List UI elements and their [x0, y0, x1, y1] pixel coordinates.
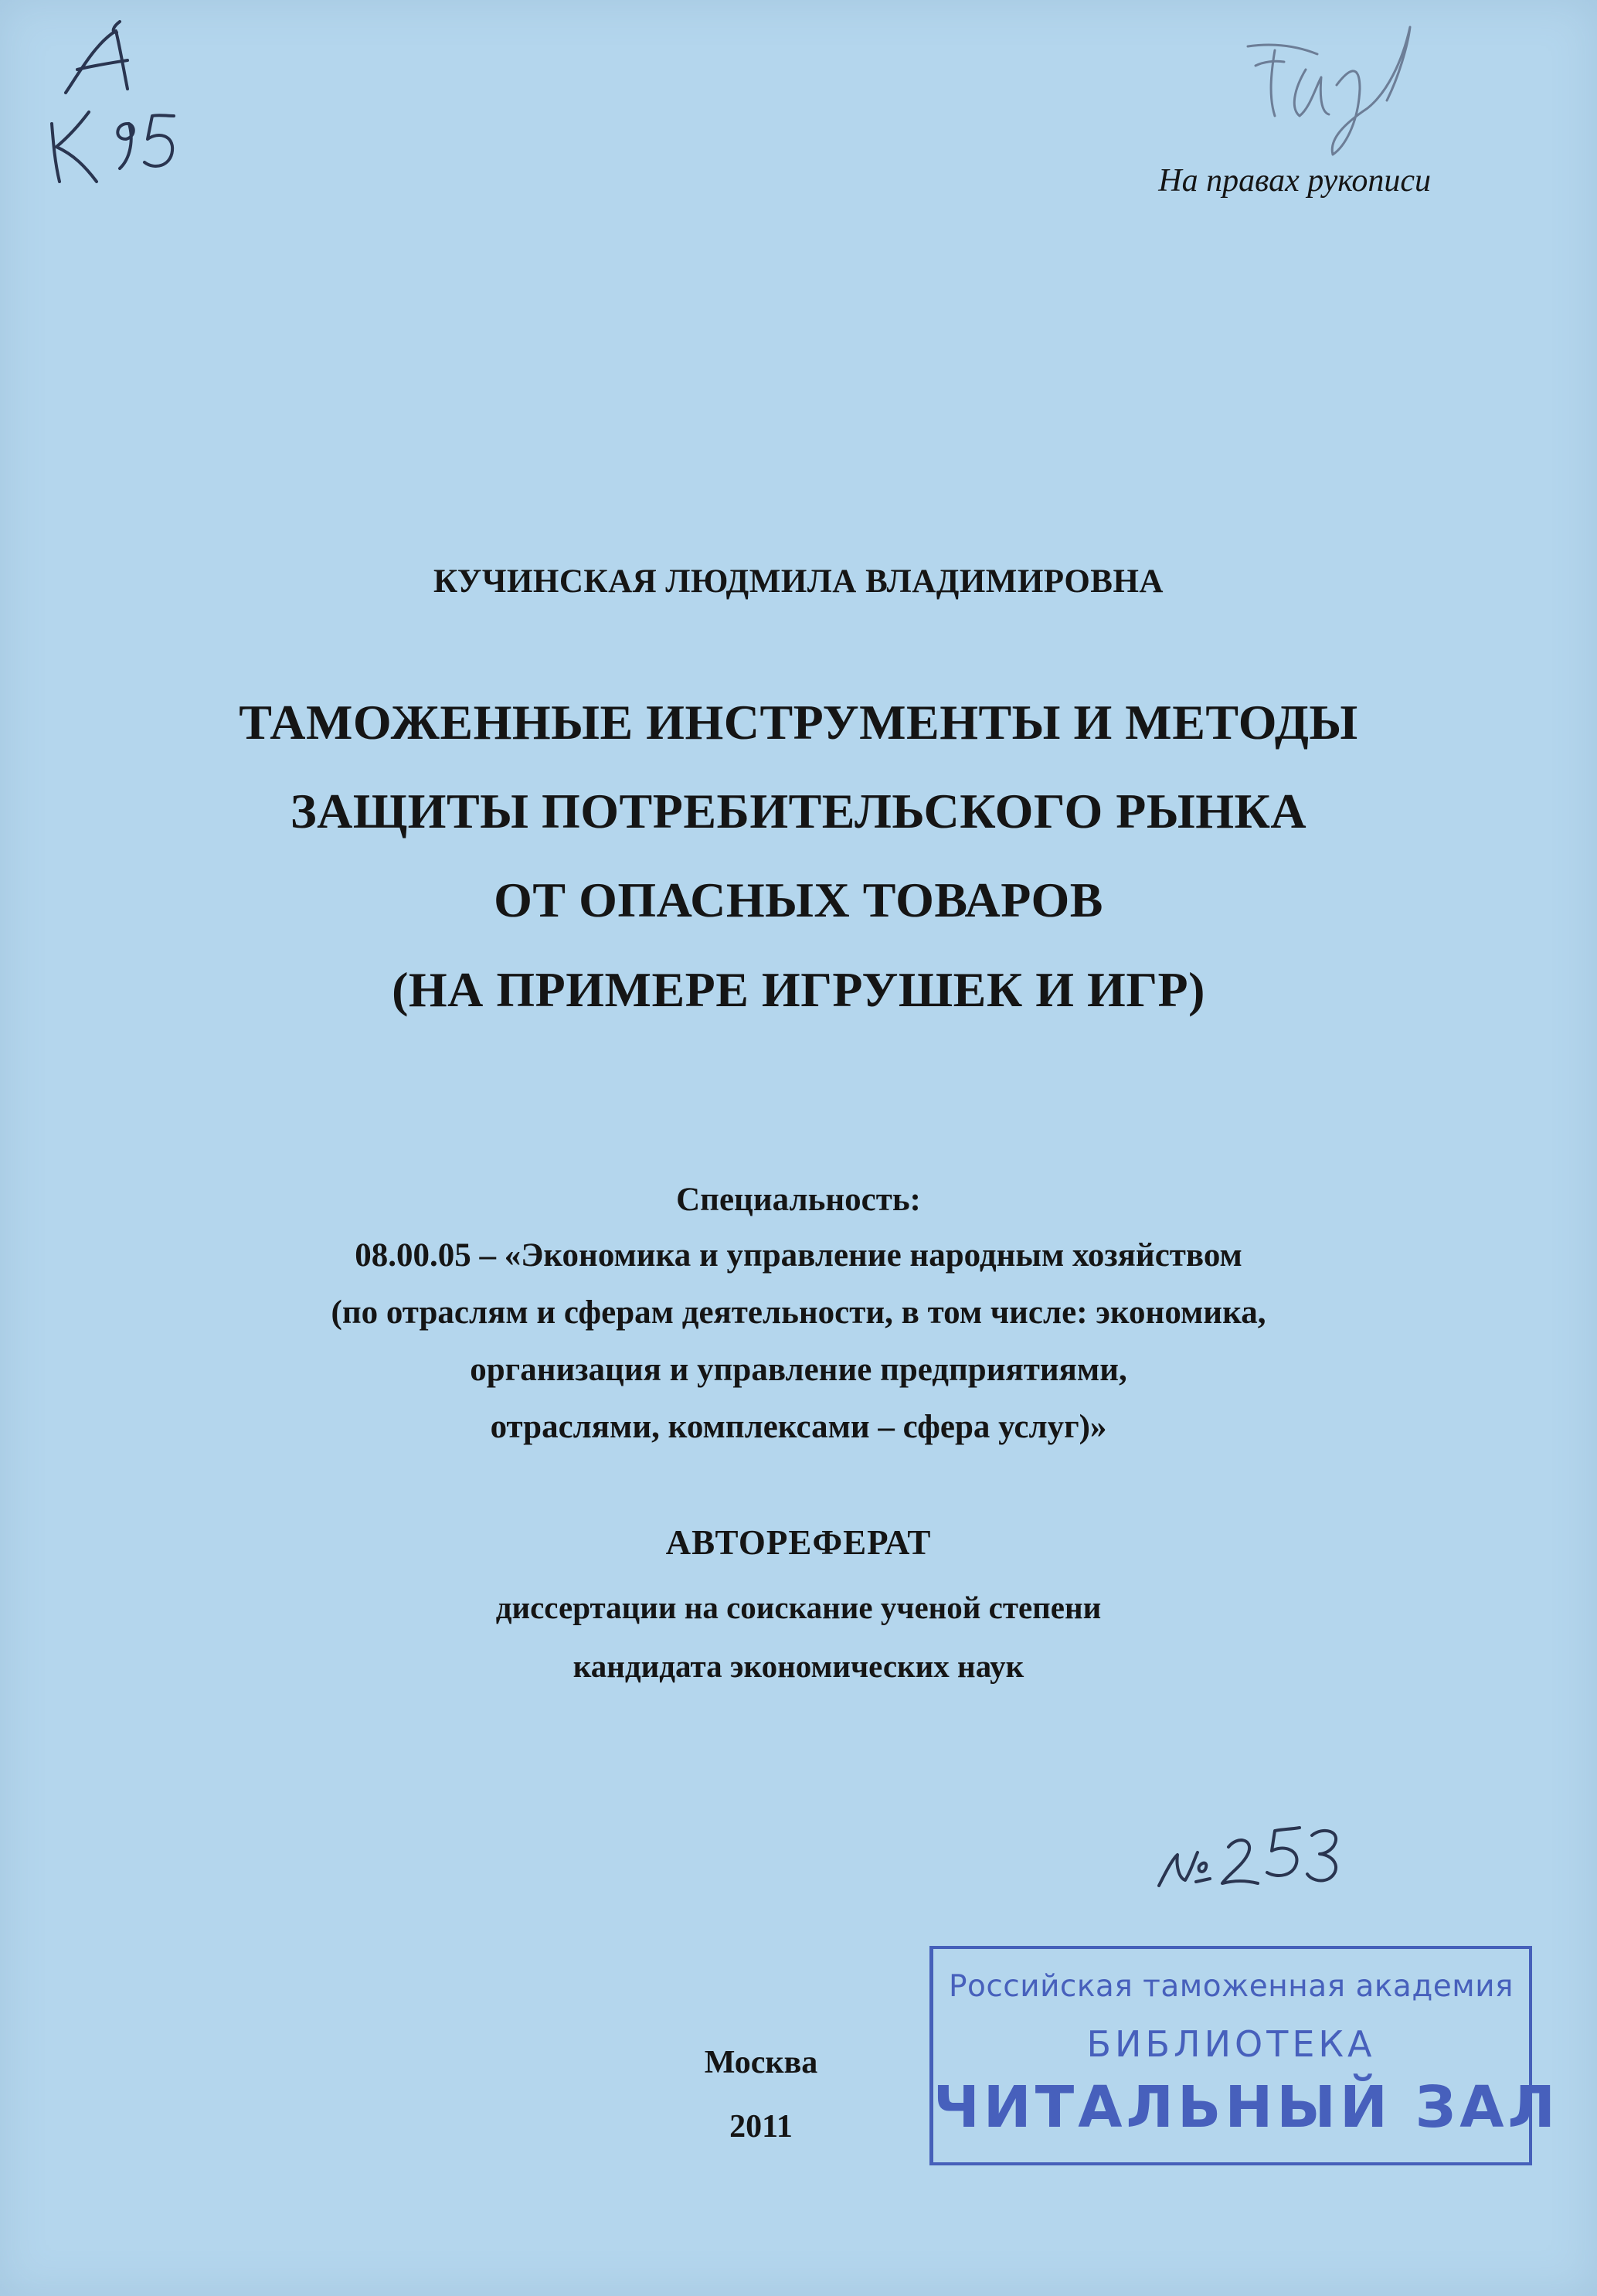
- year: 2011: [729, 2109, 793, 2145]
- specialty-line-4: отраслями, комплексами – сфера услуг)»: [490, 1409, 1107, 1445]
- author-name: КУЧИНСКАЯ ЛЮДМИЛА ВЛАДИМИРОВНА: [433, 563, 1164, 600]
- rights-notice: На правах рукописи: [1158, 163, 1431, 199]
- city: Москва: [704, 2045, 818, 2080]
- handwritten-number: [1151, 1812, 1352, 1897]
- stamp-line-library: БИБЛИОТЕКА: [1086, 2023, 1376, 2065]
- abstract-line-2: кандидата экономических наук: [573, 1648, 1024, 1684]
- specialty-line-2: (по отраслям и сферам деятельности, в том числе: экономика,: [331, 1294, 1266, 1331]
- handwritten-note-left: [42, 15, 212, 185]
- handwritten-signature: [1244, 15, 1422, 162]
- specialty-label: Специальность:: [676, 1182, 921, 1218]
- specialty-line-1: 08.00.05 – «Экономика и управление народным хозяйством: [355, 1237, 1242, 1274]
- title-line-1: ТАМОЖЕННЫЕ ИНСТРУМЕНТЫ И МЕТОДЫ: [239, 695, 1358, 750]
- library-stamp: [929, 1946, 1559, 2165]
- abstract-line-1: диссертации на соискание ученой степени: [495, 1590, 1102, 1625]
- title-line-4: (НА ПРИМЕРЕ ИГРУШЕК И ИГР): [392, 962, 1205, 1017]
- title-line-2: ЗАЩИТЫ ПОТРЕБИТЕЛЬСКОГО РЫНКА: [290, 784, 1307, 838]
- specialty-line-3: организация и управление предприятиями,: [470, 1352, 1127, 1388]
- title-line-3: ОТ ОПАСНЫХ ТОВАРОВ: [494, 872, 1103, 927]
- stamp-line-reading-room: ЧИТАЛЬНЫЙ ЗАЛ: [933, 2074, 1559, 2141]
- stamp-line-academy: Российская таможенная академия: [948, 1969, 1514, 2004]
- abstract-label: АВТОРЕФЕРАТ: [665, 1523, 932, 1562]
